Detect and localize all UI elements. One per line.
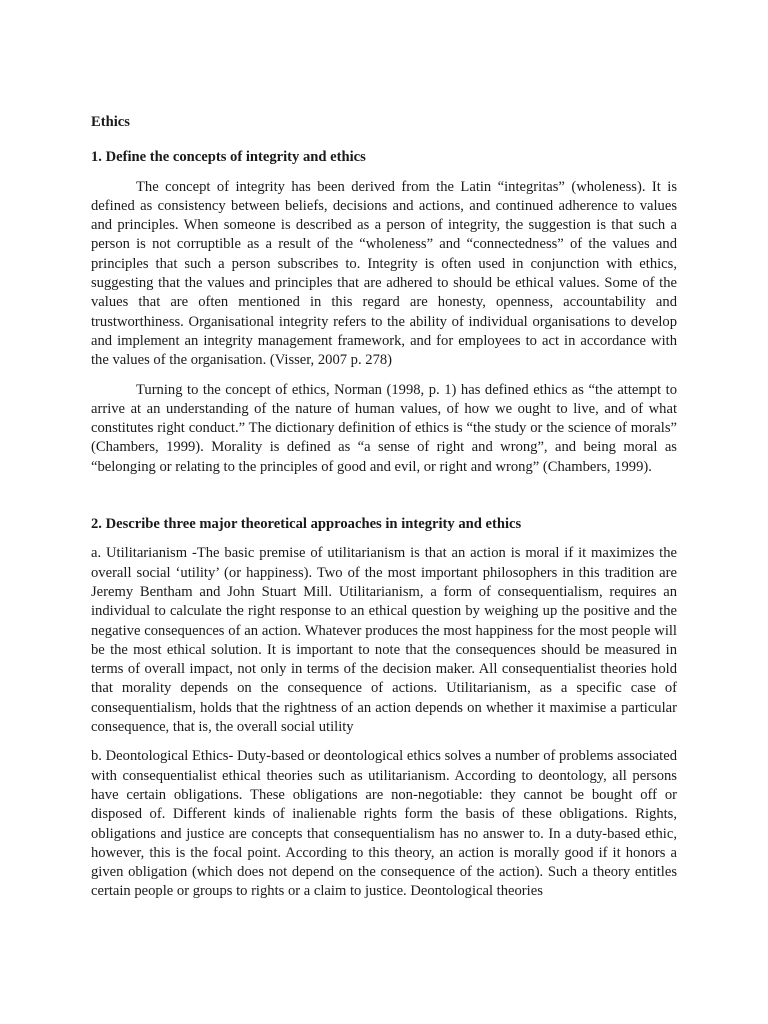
paragraph-utilitarianism: a. Utilitarianism -The basic premise of utilitarianism is that an action is moral if it maximizes the overall social ‘utility’ (or happiness). Two of the most important philosophers in this tradition are Jeremy Bentham and John Stuart Mill. Utilitarianism, a form of consequentialism, requires an individual to calculate the right response to an ethical question by weighing up the positive and the negative consequences of an action. Whatever produces the most happiness for the most people will be the most ethical solution. It is important to note that the consequences should be measured in terms of overall impact, not only in terms of the decision maker. All consequentialist theories hold that morality depends on the consequence of actions. Utilitarianism, as a specific case of consequentialism, holds that the rightness of an action depends on whether it maximise a particular consequence, that is, the overall social utility (91, 545, 677, 736)
paragraph-ethics: Turning to the concept of ethics, Norman (1998, p. 1) has defined ethics as “the attempt to arrive at an understanding of the nature of human values, of how we ought to live, and of what constitutes right conduct.” The dictionary definition of ethics is “the study or the science of morals” (Chambers, 1999). Morality is defined as “a sense of right and wrong”, and being moral as “belonging or relating to the principles of good and evil, or right and wrong” (Chambers, 1999). (91, 381, 677, 475)
section-heading: 1. Define the concepts of integrity and ethics (91, 149, 366, 166)
section-integrity-ethics (91, 148, 677, 477)
document-page (91, 113, 677, 902)
section-heading: 2. Describe three major theoretical approaches in integrity and ethics (91, 516, 522, 533)
paragraph-deontological-ethics: b. Deontological Ethics- Duty-based or deontological ethics solves a number of problems associated with consequentialist ethical theories such as utilitarianism. According to deontology, all persons have certain obligations. These obligations are non-negotiable: they cannot be bought off or disposed of. Different kinds of inalienable rights form the basis of these obligations. Rights, obligations and justice are concepts that consequentialism has no answer to. In a duty-based ethic, however, this is the focal point. According to this theory, an action is morally good if it honors a given obligation (which does not depend on the consequence of the action). Such a theory entitles certain people or groups to rights or a claim to justice. Deontological theories (91, 748, 677, 900)
section-theoretical-approaches (91, 515, 677, 902)
document-title: Ethics (91, 114, 130, 130)
paragraph-integrity: The concept of integrity has been derived from the Latin “integritas” (wholeness). It is defined as consistency between beliefs, decisions and actions, and continued adherence to values and principles. When someone is described as a person of integrity, the suggestion is that such a person is not corruptible as a result of the “wholeness” and “connectedness” of the values and principles that such a person subscribes to. Integrity is often used in conjunction with ethics, suggesting that the values and principles that are adhered to should be ethical values. Some of the values that are often mentioned in this regard are honesty, openness, accountability and trustworthiness. Organisational integrity refers to the ability of individual organisations to develop and implement an integrity management framework, and for employees to act in accordance with the values of the organisation. (Visser, 2007 p. 278) (91, 178, 677, 369)
